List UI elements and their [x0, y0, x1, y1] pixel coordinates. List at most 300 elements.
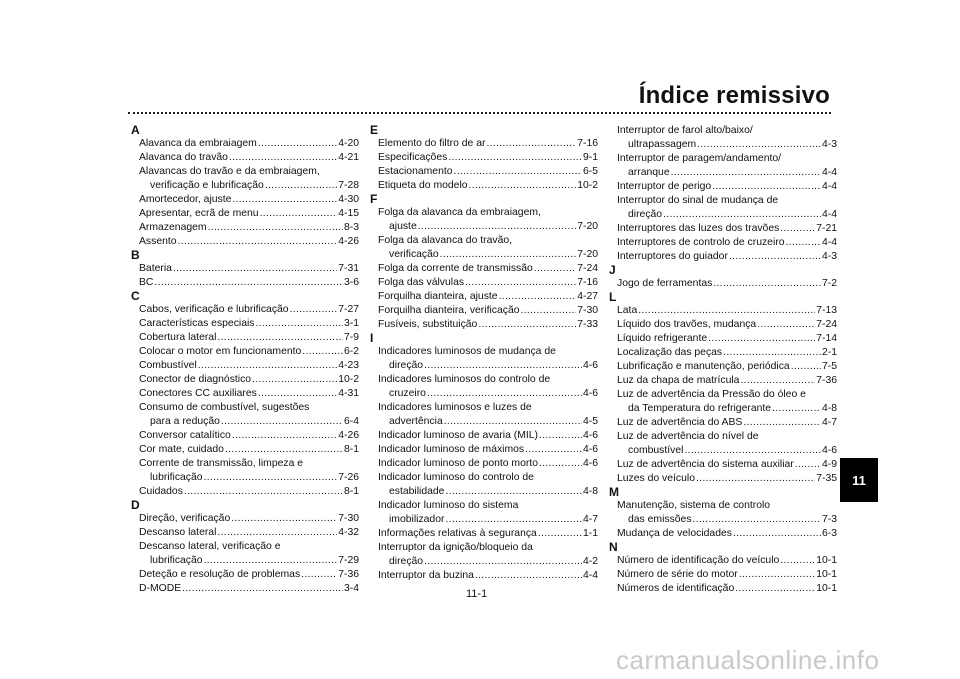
index-entry-page-link[interactable]: 1-1 — [582, 528, 598, 539]
index-entry — [370, 179, 598, 193]
index-entry-page-link[interactable]: 7-9 — [343, 332, 359, 343]
index-letter-heading: M — [609, 485, 619, 499]
index-letter-heading: L — [609, 290, 617, 304]
index-entry-page-link[interactable]: 4-4 — [821, 167, 837, 178]
index-entry-continued: Interruptor de farol alto/baixo/ — [617, 125, 753, 136]
index-entry-page-link[interactable]: 7-20 — [577, 249, 598, 260]
index-entry — [609, 304, 837, 318]
index-entry-text: ultrapassagem — [628, 139, 697, 150]
index-entry — [131, 151, 359, 165]
index-entry — [131, 137, 359, 151]
index-entry — [131, 429, 359, 443]
index-entry — [370, 318, 598, 332]
dot-leader — [713, 277, 821, 291]
dot-leader — [445, 485, 582, 499]
index-entry-page-link[interactable]: 4-27 — [577, 291, 598, 302]
index-entry-text: Colocar o motor em funcionamento — [139, 346, 302, 357]
index-entry-page-link[interactable]: 3-6 — [343, 277, 359, 288]
index-letter-heading: I — [370, 331, 374, 345]
index-entry-text: ajuste — [389, 221, 417, 232]
index-entry-text: Número de identificação do veículo — [617, 555, 780, 566]
index-entry-continued: Consumo de combustível, sugestões — [139, 402, 310, 413]
index-entry-page-link[interactable]: 4-4 — [821, 209, 837, 220]
index-entry — [370, 457, 598, 471]
index-entry-page-link[interactable]: 10-1 — [816, 569, 837, 580]
index-entry-page-link[interactable]: 4-26 — [338, 430, 359, 441]
page-number: 11-1 — [466, 588, 488, 600]
index-entry-continued: Luz de advertência da Pressão do óleo e — [617, 389, 806, 400]
index-entry — [609, 346, 837, 360]
index-entry-page-link[interactable]: 7-16 — [577, 138, 598, 149]
index-entry-text: lubrificação — [150, 555, 203, 566]
index-entry-page-link[interactable]: 9-1 — [582, 152, 598, 163]
dot-leader — [469, 179, 577, 193]
index-entry-continued: Interruptor de paragem/andamento/ — [617, 153, 782, 164]
index-entry-page-link[interactable]: 4-8 — [821, 403, 837, 414]
index-entry-page-link[interactable]: 7-5 — [821, 361, 837, 372]
index-entry — [370, 165, 598, 179]
dot-leader — [739, 568, 816, 582]
dot-leader — [440, 248, 577, 262]
index-entry-page-link[interactable]: 4-4 — [821, 181, 837, 192]
index-entry-text: Forquilha dianteira, ajuste — [378, 291, 498, 302]
dot-leader — [208, 221, 343, 235]
index-entry — [609, 318, 837, 332]
index-entry-page-link[interactable]: 4-32 — [338, 527, 359, 538]
index-entry — [131, 373, 359, 387]
index-entry-text: Interruptores de controlo de cruzeiro — [617, 237, 785, 248]
index-entry-text: Luz de advertência do sistema auxiliar — [617, 459, 794, 470]
index-entry-text: estabilidade — [389, 486, 445, 497]
index-entry-page-link[interactable]: 7-30 — [577, 305, 598, 316]
index-entry-text: imobilizador — [389, 514, 445, 525]
index-entry — [131, 471, 359, 485]
index-entry-text: Estacionamento — [378, 166, 453, 177]
index-entry-page-link[interactable]: 8-3 — [343, 222, 359, 233]
index-entry — [370, 262, 598, 276]
index-entry-text: Fusíveis, substituição — [378, 319, 478, 330]
index-column-3 — [609, 124, 837, 596]
dot-leader — [671, 166, 821, 180]
index-entry-text: Alavanca do travão — [139, 152, 228, 163]
dot-leader — [265, 179, 337, 193]
index-entry-page-link[interactable]: 4-7 — [582, 514, 598, 525]
dot-leader — [290, 303, 338, 317]
dot-leader — [780, 554, 815, 568]
index-entry — [609, 568, 837, 582]
index-entry — [609, 360, 837, 374]
index-entry-text: Interruptores das luzes dos travões — [617, 223, 780, 234]
index-entry — [131, 207, 359, 221]
index-entry-text: Luz de advertência do ABS — [617, 417, 743, 428]
index-entry — [131, 485, 359, 499]
index-entry-text: Cabos, verificação e lubrificação — [139, 304, 289, 315]
index-entry — [370, 151, 598, 165]
index-entry-text: Lata — [617, 305, 638, 316]
page-title: Índice remissivo — [638, 82, 830, 109]
index-entry — [609, 472, 837, 486]
index-entry — [609, 138, 837, 152]
index-entry-text: D-MODE — [139, 583, 182, 594]
index-entry-page-link[interactable]: 4-8 — [582, 486, 598, 497]
index-entry-text: BC — [139, 277, 154, 288]
dot-leader — [418, 220, 576, 234]
dot-leader — [538, 527, 582, 541]
index-entry — [609, 374, 837, 388]
index-entry-page-link[interactable]: 4-6 — [582, 430, 598, 441]
index-entry — [609, 527, 837, 541]
index-entry-text: Bateria — [139, 263, 172, 274]
index-entry — [131, 331, 359, 345]
index-entry-page-link[interactable]: 4-21 — [338, 152, 359, 163]
index-entry-continued: Interruptor do sinal de mudança de — [617, 195, 779, 206]
index-entry-text: Conversor catalítico — [139, 430, 231, 441]
index-entry-text: Descanso lateral — [139, 527, 217, 538]
index-entry — [131, 317, 359, 331]
index-entry-page-link[interactable]: 2-1 — [821, 347, 837, 358]
index-entry-text: Características especiais — [139, 318, 255, 329]
index-entry-page-link[interactable]: 7-21 — [816, 223, 837, 234]
index-entry — [131, 359, 359, 373]
index-entry-continued: Luz de advertência do nível de — [617, 431, 759, 442]
index-entry-text: Cuidados — [139, 486, 183, 497]
dot-leader — [260, 207, 338, 221]
index-entry-text: direção — [389, 556, 424, 567]
index-entry-continued: Folga da alavanca da embraiagem, — [378, 207, 541, 218]
index-entry — [609, 458, 837, 472]
dot-leader — [780, 222, 815, 236]
index-entry-page-link[interactable]: 7-29 — [338, 555, 359, 566]
index-entry — [370, 304, 598, 318]
index-entry-text: Combustível — [139, 360, 197, 371]
dot-leader — [478, 318, 576, 332]
dot-leader — [465, 276, 576, 290]
dot-leader — [534, 262, 576, 276]
index-entry-page-link[interactable]: 6-3 — [821, 528, 837, 539]
index-entry-page-link[interactable]: 7-30 — [338, 513, 359, 524]
watermark: carmanualsonline.info — [616, 645, 880, 675]
index-entry-text: Forquilha dianteira, verificação — [378, 305, 520, 316]
index-entry — [609, 180, 837, 194]
index-entry-text: verificação e lubrificação — [150, 180, 264, 191]
index-entry — [370, 359, 598, 373]
dot-leader — [182, 582, 343, 596]
index-entry-text: Amortecedor, ajuste — [139, 194, 232, 205]
dot-leader — [638, 304, 815, 318]
index-entry-text: Especificações — [378, 152, 448, 163]
index-entry-page-link[interactable]: 4-2 — [582, 556, 598, 567]
dot-leader — [539, 429, 582, 443]
dot-leader — [791, 360, 821, 374]
index-entry — [370, 555, 598, 569]
dot-leader — [258, 387, 337, 401]
index-entry-continued: Alavancas do travão e da embraiagem, — [139, 166, 320, 177]
index-entry-text: direção — [389, 360, 424, 371]
index-entry-text: cruzeiro — [389, 388, 426, 399]
index-entry-page-link[interactable]: 6-2 — [343, 346, 359, 357]
index-entry-page-link[interactable]: 4-6 — [582, 388, 598, 399]
index-entry — [370, 513, 598, 527]
index-entry — [131, 303, 359, 317]
index-entry-text: Lubrificação e manutenção, periódica — [617, 361, 790, 372]
index-entry-page-link[interactable]: 7-36 — [816, 375, 837, 386]
index-entry — [370, 137, 598, 151]
index-entry-page-link[interactable]: 3-4 — [343, 583, 359, 594]
index-entry — [609, 166, 837, 180]
index-entry-text: Conector de diagnóstico — [139, 374, 252, 385]
index-entry-text: Luzes do veículo — [617, 473, 695, 484]
dot-leader — [231, 512, 337, 526]
dot-leader — [772, 402, 821, 416]
index-entry-page-link[interactable]: 4-6 — [821, 445, 837, 456]
index-entry — [370, 387, 598, 401]
index-entry — [609, 208, 837, 222]
index-letter-heading: N — [609, 540, 618, 554]
index-entry-page-link[interactable]: 7-33 — [577, 319, 598, 330]
index-entry — [131, 512, 359, 526]
index-entry-page-link[interactable]: 7-13 — [816, 305, 837, 316]
dot-leader — [154, 276, 343, 290]
index-entry-page-link[interactable]: 4-3 — [821, 139, 837, 150]
index-column-2 — [370, 124, 598, 583]
dot-leader — [743, 416, 821, 430]
index-entry-page-link[interactable]: 7-28 — [338, 180, 359, 191]
index-entry-page-link[interactable]: 7-31 — [338, 263, 359, 274]
index-entry-continued: Corrente de transmissão, limpeza e — [139, 458, 304, 469]
index-entry-page-link[interactable]: 7-27 — [338, 304, 359, 315]
index-entry-page-link[interactable]: 10-2 — [338, 374, 359, 385]
index-entry — [131, 554, 359, 568]
index-entry-page-link[interactable]: 4-15 — [338, 208, 359, 219]
index-entry — [131, 179, 359, 193]
index-entry — [609, 416, 837, 430]
index-entry-text: Folga das válvulas — [378, 277, 465, 288]
index-entry-continued: Indicador luminoso do controlo de — [378, 472, 534, 483]
index-entry-page-link[interactable]: 4-6 — [582, 360, 598, 371]
index-entry-text: Informações relativas à segurança — [378, 528, 537, 539]
index-entry-page-link[interactable]: 4-4 — [582, 570, 598, 581]
index-entry-page-link[interactable]: 4-6 — [582, 458, 598, 469]
index-entry — [131, 345, 359, 359]
index-entry-page-link[interactable]: 4-6 — [582, 444, 598, 455]
index-entry-page-link[interactable]: 4-5 — [582, 416, 598, 427]
dot-leader — [454, 165, 582, 179]
index-entry — [131, 443, 359, 457]
index-entry — [609, 513, 837, 527]
index-entry-text: combustível — [628, 445, 684, 456]
index-entry-text: Interruptor da buzina — [378, 570, 474, 581]
index-entry-page-link[interactable]: 7-24 — [816, 319, 837, 330]
index-entry-text: Cobertura lateral — [139, 332, 217, 343]
dot-leader — [427, 387, 582, 401]
dot-leader — [696, 472, 815, 486]
dot-leader — [729, 250, 821, 264]
index-entry — [370, 290, 598, 304]
index-entry-text: para a redução — [150, 416, 220, 427]
index-entry-text: Jogo de ferramentas — [617, 278, 713, 289]
title-divider — [128, 112, 831, 114]
dot-leader — [258, 137, 337, 151]
index-entry-page-link[interactable]: 4-26 — [338, 236, 359, 247]
index-entry-text: Cor mate, cuidado — [139, 444, 224, 455]
index-entry-text: Números de identificação — [617, 583, 735, 594]
dot-leader — [302, 345, 343, 359]
index-entry-continued: Indicadores luminosos do controlo de — [378, 374, 551, 385]
index-letter-heading: D — [131, 498, 140, 512]
dot-leader — [232, 193, 337, 207]
index-entry — [131, 221, 359, 235]
index-entry — [370, 220, 598, 234]
chapter-tab[interactable]: 11 — [840, 458, 878, 502]
index-entry-page-link[interactable]: 4-23 — [338, 360, 359, 371]
index-letter-heading: C — [131, 289, 140, 303]
index-entry-page-link[interactable]: 7-35 — [816, 473, 837, 484]
index-entry-page-link[interactable]: 4-7 — [821, 417, 837, 428]
index-entry — [370, 415, 598, 429]
index-entry-text: direção — [628, 209, 663, 220]
index-entry-text: arranque — [628, 167, 670, 178]
index-entry-page-link[interactable]: 6-4 — [343, 416, 359, 427]
index-entry-text: Localização das peças — [617, 347, 723, 358]
index-entry — [609, 332, 837, 346]
dot-leader — [693, 513, 821, 527]
dot-leader — [525, 443, 582, 457]
dot-leader — [786, 236, 821, 250]
dot-leader — [178, 235, 338, 249]
index-entry-page-link[interactable]: 8-1 — [343, 486, 359, 497]
index-entry — [131, 568, 359, 582]
dot-leader — [475, 569, 582, 583]
index-entry-text: Interruptor de perigo — [617, 181, 712, 192]
index-entry-page-link[interactable]: 3-1 — [343, 318, 359, 329]
index-entry — [609, 222, 837, 236]
dot-leader — [708, 332, 815, 346]
index-entry-page-link[interactable]: 8-1 — [343, 444, 359, 455]
index-entry-text: lubrificação — [150, 472, 203, 483]
dot-leader — [301, 568, 337, 582]
index-column-1 — [131, 124, 359, 596]
dot-leader — [723, 346, 821, 360]
index-entry-page-link[interactable]: 7-24 — [577, 263, 598, 274]
dot-leader — [221, 415, 343, 429]
index-entry-page-link[interactable]: 7-3 — [821, 514, 837, 525]
index-entry-text: Número de série do motor — [617, 569, 738, 580]
dot-leader — [217, 331, 343, 345]
index-entry — [131, 276, 359, 290]
index-entry-page-link[interactable]: 10-1 — [816, 583, 837, 594]
index-entry-text: Etiqueta do modelo — [378, 180, 468, 191]
index-entry — [370, 443, 598, 457]
index-letter-heading: F — [370, 192, 378, 206]
index-entry — [370, 569, 598, 583]
index-entry-text: Mudança de velocidades — [617, 528, 732, 539]
index-entry-text: Luz da chapa de matrícula — [617, 375, 740, 386]
index-entry — [131, 415, 359, 429]
index-entry — [370, 429, 598, 443]
index-entry — [131, 193, 359, 207]
index-letter-heading: E — [370, 123, 379, 137]
index-entry-page-link[interactable]: 10-2 — [577, 180, 598, 191]
dot-leader — [445, 513, 582, 527]
index-letter-heading: B — [131, 248, 140, 262]
dot-leader — [225, 443, 343, 457]
index-entry-page-link[interactable]: 10-1 — [816, 555, 837, 566]
dot-leader — [173, 262, 337, 276]
index-entry-text: Folga da corrente de transmissão — [378, 263, 533, 274]
index-entry-page-link[interactable]: 7-26 — [338, 472, 359, 483]
index-entry-page-link[interactable]: 7-20 — [577, 221, 598, 232]
dot-leader — [795, 458, 821, 472]
index-entry-page-link[interactable]: 4-9 — [821, 459, 837, 470]
dot-leader — [204, 554, 338, 568]
index-entry-text: Direção, verificação — [139, 513, 231, 524]
dot-leader — [521, 304, 577, 318]
dot-leader — [740, 374, 815, 388]
index-entry-continued: Indicadores luminosos de mudança de — [378, 346, 556, 357]
dot-leader — [252, 373, 337, 387]
index-letter-heading: J — [609, 263, 616, 277]
index-entry-page-link[interactable]: 4-3 — [821, 251, 837, 262]
index-entry — [370, 276, 598, 290]
dot-leader — [444, 415, 582, 429]
index-entry — [609, 236, 837, 250]
index-entry-text: Armazenagem — [139, 222, 207, 233]
index-entry — [131, 526, 359, 540]
index-entry-text: Conectores CC auxiliares — [139, 388, 257, 399]
index-entry-page-link[interactable]: 4-31 — [338, 388, 359, 399]
index-entry-page-link[interactable]: 7-36 — [338, 569, 359, 580]
index-entry — [609, 277, 837, 291]
index-entry — [609, 554, 837, 568]
index-entry-page-link[interactable]: 7-14 — [816, 333, 837, 344]
dot-leader — [684, 444, 821, 458]
index-entry — [131, 387, 359, 401]
index-entry-text: Indicador luminoso de avaria (MIL) — [378, 430, 538, 441]
index-entry — [370, 527, 598, 541]
dot-leader — [733, 527, 821, 541]
index-entry-text: Alavanca da embraiagem — [139, 138, 257, 149]
index-entry-text: Indicador luminoso de ponto morto — [378, 458, 538, 469]
index-entry-text: Apresentar, ecrã de menu — [139, 208, 259, 219]
index-entry-page-link[interactable]: 7-2 — [821, 278, 837, 289]
dot-leader — [204, 471, 338, 485]
dot-leader — [757, 318, 815, 332]
index-entry — [131, 262, 359, 276]
index-entry — [370, 248, 598, 262]
dot-leader — [663, 208, 821, 222]
index-entry — [131, 235, 359, 249]
index-letter-heading: A — [131, 123, 140, 137]
dot-leader — [424, 555, 582, 569]
index-entry-page-link[interactable]: 4-30 — [338, 194, 359, 205]
index-entry — [609, 250, 837, 264]
index-entry-text: verificação — [389, 249, 439, 260]
index-entry-page-link[interactable]: 6-5 — [582, 166, 598, 177]
index-entry-page-link[interactable]: 4-20 — [338, 138, 359, 149]
dot-leader — [486, 137, 576, 151]
index-entry-continued: Indicadores luminosos e luzes de — [378, 402, 532, 413]
index-entry-page-link[interactable]: 4-4 — [821, 237, 837, 248]
index-entry — [131, 582, 359, 596]
dot-leader — [499, 290, 577, 304]
index-entry-page-link[interactable]: 7-16 — [577, 277, 598, 288]
dot-leader — [539, 457, 582, 471]
index-entry-text: advertência — [389, 416, 443, 427]
dot-leader — [256, 317, 343, 331]
index-entry — [370, 485, 598, 499]
dot-leader — [735, 582, 815, 596]
index-entry-text: da Temperatura do refrigerante — [628, 403, 772, 414]
